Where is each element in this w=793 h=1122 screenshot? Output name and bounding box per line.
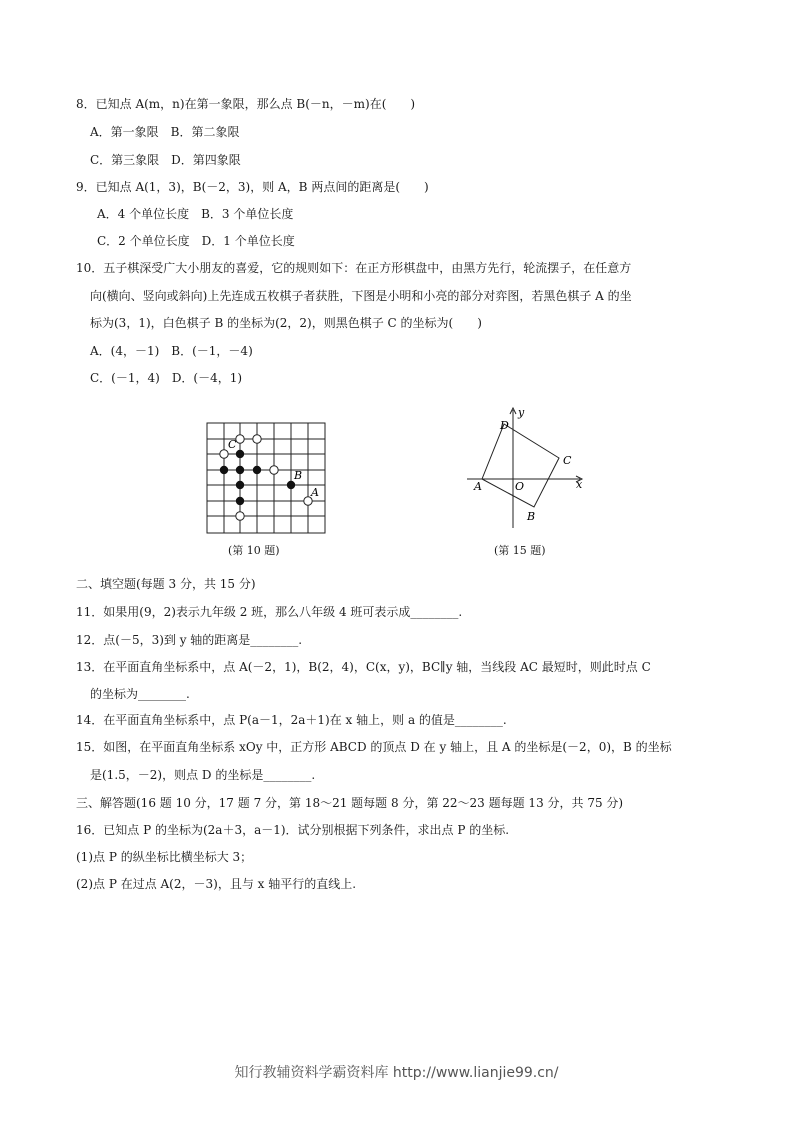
label-y: y [518,406,525,419]
label-a: A [474,480,482,493]
question-10-options-1: A．(4，－1) B．(－1，－4) [90,344,253,358]
black-stone [236,466,244,474]
question-10-stem-line-1: 10．五子棋深受广大小朋友的喜爱，它的规则如下：在正方形棋盘中，由黑方先行，轮流摆子，在任意方 [76,261,632,275]
black-stone-b [287,481,295,489]
question-10-options-2: C．(－1，4) D．(－4，1) [90,371,243,385]
question-13-line-1: 13．在平面直角坐标系中，点 A(－2，1)，B(2，4)，C(x，y)，BC∥y 轴，当线段 AC 最短时，则此时点 C [76,660,651,674]
question-15-line-2: 是(1.5，－2)，则点 D 的坐标是________. [90,768,316,782]
black-stone [236,450,244,458]
question-16-stem: 16．已知点 P 的坐标为(2a＋3，a－1)．试分别根据下列条件，求出点 P 的坐标. [76,823,510,837]
question-16-part-2: (2)点 P 在过点 A(2，－3)，且与 x 轴平行的直线上. [76,877,357,891]
question-9-stem: 9．已知点 A(1，3)，B(－2，3)，则 A，B 两点间的距离是( ) [76,180,429,194]
label-d: D [500,419,509,432]
figure-15-caption: (第 15 题) [494,544,546,557]
section-2-heading: 二、填空题(每题 3 分，共 15 分) [76,577,256,591]
question-8-options-2: C．第三象限 D．第四象限 [90,153,241,167]
question-10-stem-line-2: 向(横向、竖向或斜向)上先连成五枚棋子者获胜，下图是小明和小亮的部分对弈图，若黑色棋子 A 的坐 [90,289,632,303]
question-16-part-1: (1)点 P 的纵坐标比横坐标大 3； [76,850,253,864]
white-stone [236,512,244,520]
question-15-line-1: 15．如图，在平面直角坐标系 xOy 中，正方形 ABCD 的顶点 D 在 y 轴上，且 A 的坐标是(－2，0)，B 的坐标 [76,740,672,754]
label-a: A [311,486,319,499]
label-b: B [294,469,303,482]
black-stone [220,466,228,474]
footer-watermark: 知行教辅资料学霸资料库 http://www.lianjie99.cn/ [234,1065,559,1081]
question-8-options-1: A．第一象限 B．第二象限 [90,125,240,139]
label-x: x [576,478,583,491]
question-9-options-2: C．2 个单位长度 D．1 个单位长度 [97,234,295,248]
white-stone [270,466,278,474]
label-c: C [228,438,237,451]
black-stone [253,466,261,474]
label-o: O [515,480,525,493]
white-stone [253,435,261,443]
white-stone [236,435,244,443]
square-coordinate-figure [462,404,592,534]
question-9-options-1: A．4 个单位长度 B．3 个单位长度 [97,207,294,221]
question-8-stem: 8．已知点 A(m，n)在第一象限，那么点 B(－n，－m)在( ) [76,97,416,111]
question-12: 12．点(－5，3)到 y 轴的距离是________. [76,633,303,647]
black-stone [236,497,244,505]
question-14: 14．在平面直角坐标系中，点 P(a－1，2a＋1)在 x 轴上，则 a 的值是________. [76,713,507,727]
black-stone [236,481,244,489]
section-3-heading: 三、解答题(16 题 10 分，17 题 7 分，第 18～21 题每题 8 分，第 22～23 题每题 13 分，共 75 分) [76,796,624,810]
question-13-line-2: 的坐标为________. [90,687,190,701]
label-c: C [563,454,572,467]
question-10-stem-line-3: 标为(3，1)，白色棋子 B 的坐标为(2，2)，则黑色棋子 C 的坐标为( ) [90,316,482,330]
white-stone-c [220,450,228,458]
figure-10-caption: (第 10 题) [228,544,280,557]
question-11: 11．如果用(9，2)表示九年级 2 班，那么八年级 4 班可表示成________. [76,605,463,619]
label-b: B [527,510,536,523]
gomoku-board-figure [200,418,330,540]
